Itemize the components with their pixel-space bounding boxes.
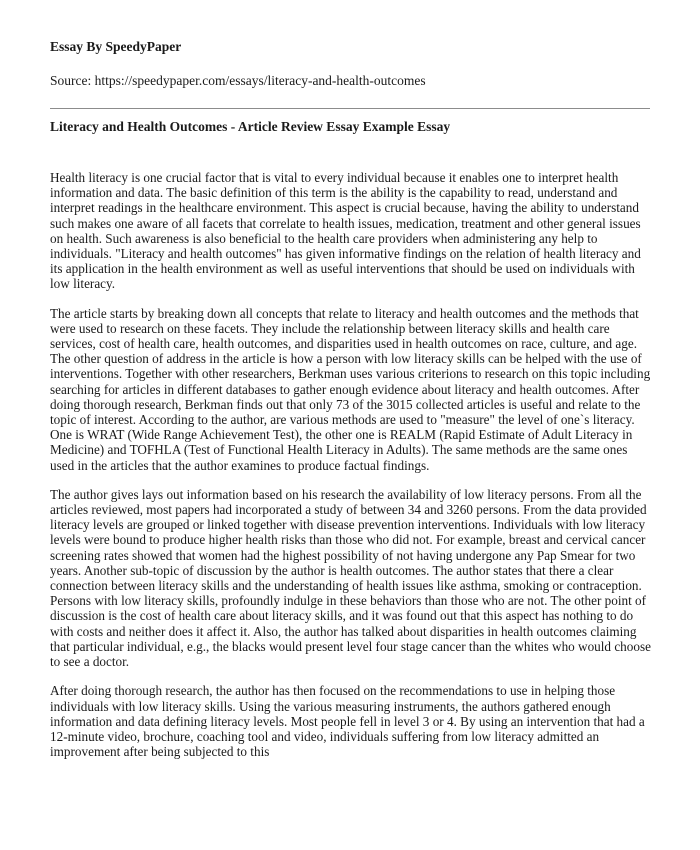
paragraph: After doing thorough research, the author has then focused on the recommendations to use in helping those individuals with low literacy skills. Using the various measuring instruments, the authors gathered enough information and data defining literacy levels. Most people fell in level 3 or 4. By using an intervention that had a 12-minute video, brochure, coaching tool and video, individuals suffering from low literacy admitted an improvement after being subjected to this [50,683,645,760]
source-label: Source: [50,73,92,88]
paragraph: The author gives lays out information based on his research the availability of low literacy persons. From all the articles reviewed, most papers had incorporated a study of between 34 and 3260 persons. From the data provided literacy levels are grouped or linked together with disease prevention interventions. Individuals with low literacy levels were bound to produce higher health risks than those who did not. For example, breast and cervical cancer screening rates showed that women had the highest possibility of not having undergone any Pap Smear for two years. Another sub-topic of discussion by the author is health outcomes. The author states that there a clear connection between literacy skills and the understanding of health issues like asthma, smoking or contraception. Persons with low literacy skills, profoundly indulge in these behaviors than those who are not. The other point of discussion is the cost of health care about literacy skills, and it was found out that this aspect has nothing to do with costs and neither does it affect it. Also, the author has talked about disparities in health outcomes claiming that particular individual, e.g., the blacks would present level four stage cancer than the whites who would choose to see a doctor. [50,486,651,670]
article-title: Literacy and Health Outcomes - Article Review Essay Example Essay [50,119,451,134]
source-link[interactable]: https://speedypaper.com/essays/literacy-and-health-outcomes [94,73,426,88]
article-body [50,170,654,773]
brand-heading: Essay By SpeedyPaper [50,39,182,54]
source-line [50,73,426,89]
paragraph: Health literacy is one crucial factor that is vital to every individual because it enables one to interpret health information and data. The basic definition of this term is the ability is the capability to read, understand and interpret readings in the healthcare environment. This aspect is crucial because, having the ability to understand such makes one aware of all facets that correlate to health issues, medication, treatment and other general issues on health. Such awareness is also beneficial to the health care providers when administering any help to individuals. "Literacy and health outcomes" has given informative findings on the relation of health literacy and its application in the health environment as well as useful interventions that should be used on individuals with low literacy. [50,170,641,292]
header-divider [50,108,650,109]
paragraph: The article starts by breaking down all concepts that relate to literacy and health outcomes and the methods that were used to research on these facets. They include the relationship between literacy skills and health care services, cost of health care, health outcomes, and disparities used in health outcomes on race, culture, and age. The other question of address in the article is how a person with low literacy skills can be helped with the use of interventions. Together with other researchers, Berkman uses various criterions to research on this topic including searching for articles in different databases to gather enough evidence about literacy and health outcomes. After doing thorough research, Berkman finds out that only 73 of the 3015 collected articles is useful and relate to the topic of interest. According to the author, are various methods are used to "measure" the level of one`s literacy. One is WRAT (Wide Range Achievement Test), the other one is REALM (Rapid Estimate of Adult Literacy in Medicine) and TOFHLA (Test of Functional Health Literacy in Adults). The same methods are the same ones used in the articles that the author examines to produce factual findings. [50,305,651,473]
